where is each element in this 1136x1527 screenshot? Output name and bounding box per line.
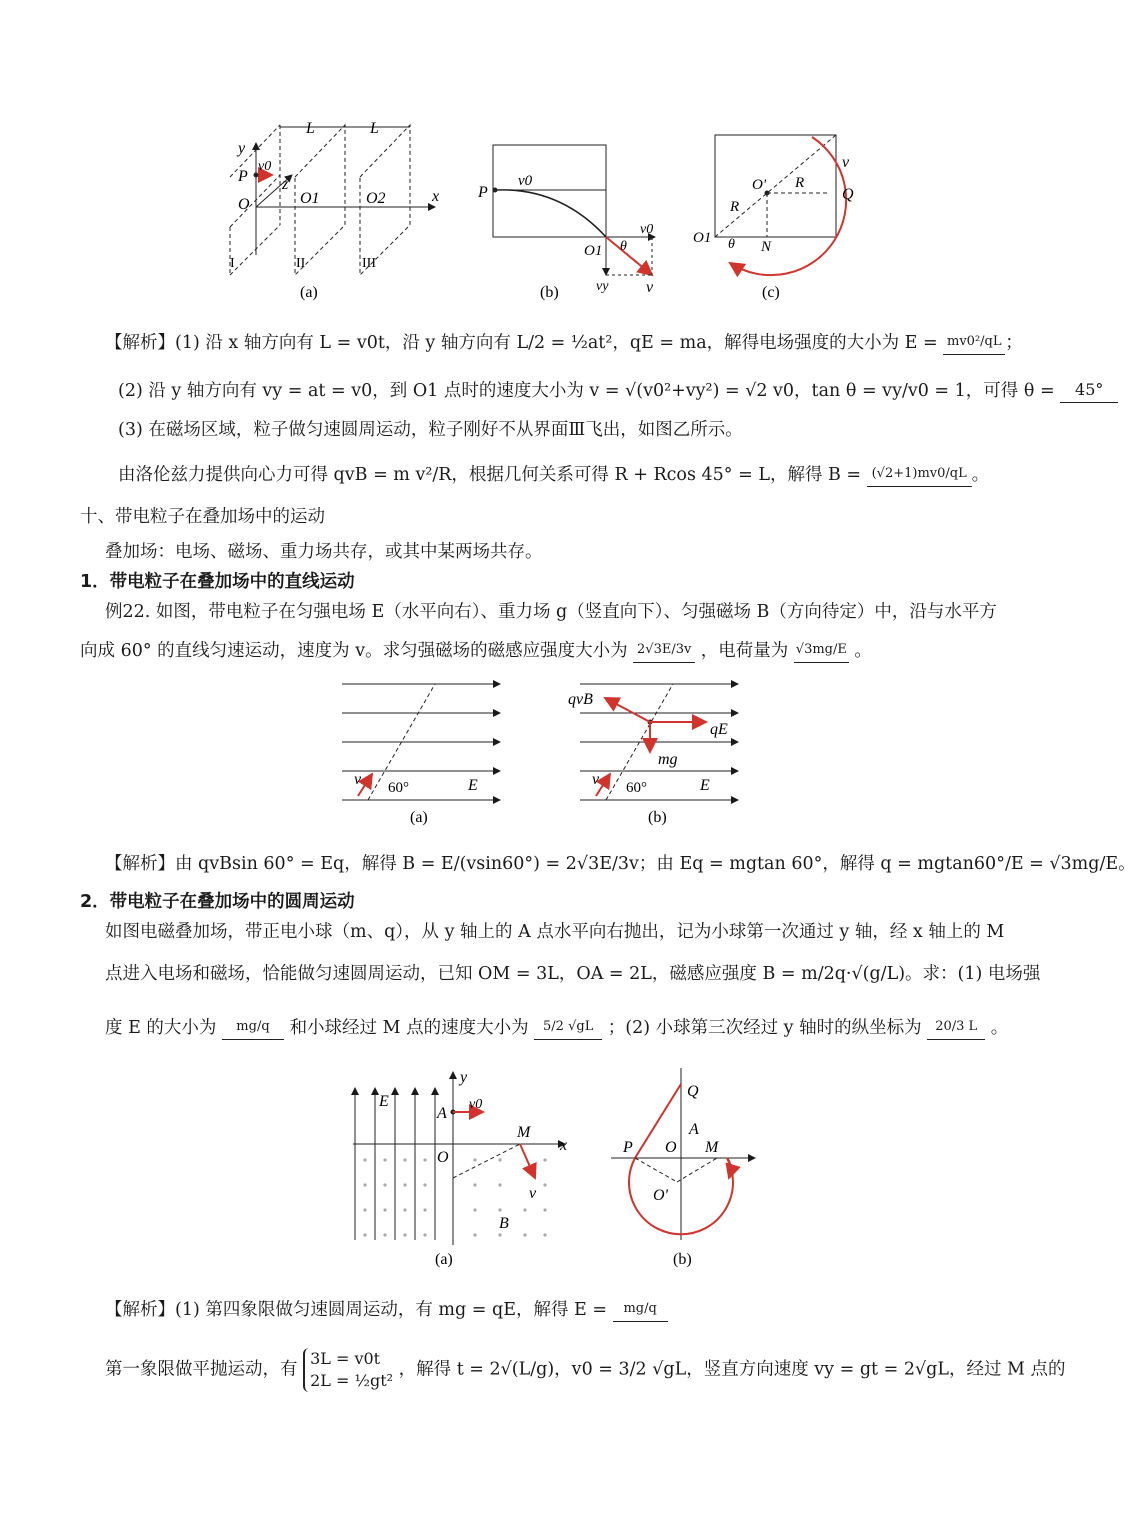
label-E-mid-a: E	[468, 777, 478, 794]
label-z: z	[282, 176, 289, 193]
analysis1-line1: 【解析】(1) 沿 x 轴方向有 L = v0t，沿 y 轴方向有 L/2 = ½at²，qE = ma，解得电场强度的大小为 E = mv0²/qL ；	[105, 330, 1023, 355]
caption-b: (b)	[540, 284, 559, 301]
label-qE: qE	[710, 721, 728, 738]
subsection-title-1: 1．带电粒子在叠加场中的直线运动	[80, 572, 355, 592]
analysis3-line2	[105, 1348, 1066, 1392]
analysis3-line1-text: 【解析】(1) 第四象限做匀速圆周运动，有 mg = qE，解得 E =	[105, 1300, 608, 1320]
label-x-bot: x	[560, 1137, 568, 1154]
label-III: III	[362, 256, 376, 271]
label-60-mid-a: 60°	[388, 780, 409, 796]
answer-blank: 5/2 √gL	[534, 1015, 602, 1040]
figure-mid-a	[342, 684, 500, 826]
label-O1: O1	[300, 190, 320, 207]
label-qvB: qvB	[568, 691, 593, 708]
analysis1-line4-text: 由洛伦兹力提供向心力可得 qvB = m v²/R，根据几何关系可得 R + Rcos 45° = L，解得 B =	[118, 465, 862, 485]
analysis1-line2-text: (2) 沿 y 轴方向有 vy = at = v0，到 O1 点时的速度大小为 v = √(v0²+vy²) = √2 v0，tan θ = vy/v0 = 1，可得 θ =	[118, 381, 1055, 401]
label-v0: v0	[258, 159, 272, 174]
equation-1: 3L = v0t	[310, 1349, 381, 1368]
example22-line2	[80, 638, 872, 663]
figure-top-a	[230, 120, 439, 301]
label-mg: mg	[658, 751, 678, 768]
caption-c: (c)	[762, 284, 780, 301]
label-theta-c: θ	[728, 237, 735, 252]
analysis1-line2	[118, 378, 1118, 403]
label-E-bot: E	[379, 1093, 389, 1110]
analysis1-line3: (3) 在磁场区域，粒子做匀速圆周运动，粒子刚好不从界面Ⅲ飞出，如图乙所示。	[118, 420, 743, 440]
label-P-bot: P	[623, 1139, 633, 1156]
label-M-bot-b: M	[705, 1139, 719, 1156]
label-R2-c: R	[730, 199, 740, 215]
caption-a: (a)	[300, 284, 318, 301]
analysis3-line2-text-b: ，解得 t = 2√(L/g)，v0 = 3/2 √gL，竖直方向速度 vy = gt = 2√gL，经过 M 点的	[398, 1359, 1066, 1380]
figure-top	[220, 115, 870, 310]
caption-mid-b: (b)	[648, 809, 667, 826]
label-v-b: v	[646, 279, 654, 296]
label-v-mid-b: v	[592, 771, 600, 788]
label-I: I	[230, 256, 235, 271]
label-O-bot: O	[437, 1149, 449, 1166]
label-Oprime-c: O'	[752, 177, 767, 193]
label-y: y	[238, 140, 246, 157]
label-L2: L	[370, 120, 379, 137]
label-60-mid-b: 60°	[626, 780, 647, 796]
analysis3-line2-text-a: 第一象限做平抛运动，有	[105, 1359, 298, 1380]
answer-blank: √3mg/E	[794, 638, 849, 663]
sub2-para-3	[105, 1015, 1008, 1040]
analysis1-line4: 由洛伦兹力提供向心力可得 qvB = m v²/R，根据几何关系可得 R + Rcos 45° = L，解得 B = (√2+1)mv0/qL 。	[118, 462, 989, 487]
figure-top-b	[477, 145, 655, 301]
label-Q-bot: Q	[687, 1083, 699, 1100]
label-Q-c: Q	[842, 186, 854, 203]
label-II: II	[296, 256, 306, 271]
label-O2: O2	[366, 190, 386, 207]
label-E-mid-b: E	[700, 777, 710, 794]
answer-blank: mg/q	[613, 1297, 668, 1322]
label-O1-b: O1	[584, 243, 603, 259]
figure-bottom	[345, 1060, 765, 1270]
label-P-b: P	[478, 184, 488, 201]
sub2-para-1: 如图电磁叠加场，带正电小球（m、q），从 y 轴上的 A 点水平向右抛出，记为小球第一次通过 y 轴，经 x 轴上的 M	[105, 922, 1005, 942]
example22-text-b: ，电荷量为	[700, 641, 789, 661]
label-O1-c: O1	[693, 230, 712, 246]
label-Oprime-bot: O'	[653, 1187, 668, 1204]
caption-bot-a: (a)	[435, 1251, 453, 1268]
label-P: P	[238, 168, 248, 185]
label-B-bot: B	[499, 1215, 509, 1232]
sub2-para-2: 点进入电场和磁场，恰能做匀速圆周运动，已知 OM = 3L，OA = 2L，磁感应强度 B = m/2q·√(g/L)。求：(1) 电场强	[105, 964, 1041, 984]
label-v-mid-a: v	[354, 771, 362, 788]
label-x: x	[432, 188, 440, 205]
label-R-c: R	[795, 175, 805, 191]
sub2-text-b: 和小球经过 M 点的速度大小为	[289, 1018, 529, 1038]
example22-end: 。	[854, 641, 872, 661]
answer-blank: 20/3 L	[927, 1015, 985, 1040]
answer-blank: 45°	[1060, 378, 1118, 403]
label-v0-bot: v0	[469, 1097, 483, 1112]
label-M-bot: M	[517, 1124, 531, 1141]
figure-bottom-b	[611, 1068, 755, 1268]
label-vy-b: vy	[596, 279, 609, 294]
equation-system	[303, 1348, 393, 1392]
figure-mid	[330, 672, 760, 832]
sub2-text-c: ；(2) 小球第三次经过 y 轴时的纵坐标为	[607, 1018, 922, 1038]
example22-line1: 例22. 如图，带电粒子在匀强电场 E（水平向右）、重力场 g（竖直向下）、匀强磁场 B（方向待定）中，沿与水平方	[105, 602, 997, 622]
label-theta-b: θ	[620, 239, 627, 254]
figure-mid-b	[568, 684, 738, 826]
example22-text: 向成 60° 的直线匀速运动，速度为 v。求匀强磁场的磁感应强度大小为	[80, 641, 628, 661]
label-O-bot-b: O	[665, 1139, 677, 1156]
answer-blank: (√2+1)mv0/qL	[867, 462, 972, 487]
sub2-text-a: 度 E 的大小为	[105, 1018, 217, 1038]
answer-blank: mg/q	[222, 1015, 284, 1040]
label-L1: L	[306, 120, 315, 137]
label-A-bot: A	[437, 1105, 447, 1122]
caption-bot-b: (b)	[673, 1251, 692, 1268]
analysis3-line1	[105, 1297, 668, 1322]
figure-bottom-a	[353, 1069, 567, 1268]
caption-mid-a: (a)	[410, 809, 428, 826]
label-v-bot: v	[529, 1185, 537, 1202]
label-y-bot: y	[460, 1069, 468, 1086]
sub2-end: 。	[990, 1018, 1009, 1038]
analysis1-line1-text: 【解析】(1) 沿 x 轴方向有 L = v0t，沿 y 轴方向有 L/2 = ½at²，qE = ma，解得电场强度的大小为 E =	[105, 333, 938, 353]
label-v0-b2: v0	[640, 222, 654, 237]
section-title: 十、带电粒子在叠加场中的运动	[80, 507, 325, 527]
subsection-title-2: 2．带电粒子在叠加场中的圆周运动	[80, 892, 355, 912]
label-A-bot-b: A	[689, 1121, 699, 1138]
answer-blank: mv0²/qL	[943, 330, 1005, 355]
equation-2: 2L = ½gt²	[310, 1371, 394, 1390]
label-N-c: N	[761, 239, 772, 255]
answer-blank: 2√3E/3v	[633, 638, 695, 663]
section-intro: 叠加场：电场、磁场、重力场共存，或其中某两场共存。	[105, 542, 543, 562]
analysis2: 【解析】由 qvBsin 60° = Eq，解得 B = E/(vsin60°) = 2√3E/3v；由 Eq = mgtan 60°，解得 q = mgtan60°/E = √3mg/E。	[105, 854, 1136, 874]
label-v-c: v	[842, 154, 850, 171]
label-v0-b: v0	[518, 173, 533, 189]
label-O: O	[238, 196, 250, 213]
figure-top-c	[693, 135, 854, 301]
